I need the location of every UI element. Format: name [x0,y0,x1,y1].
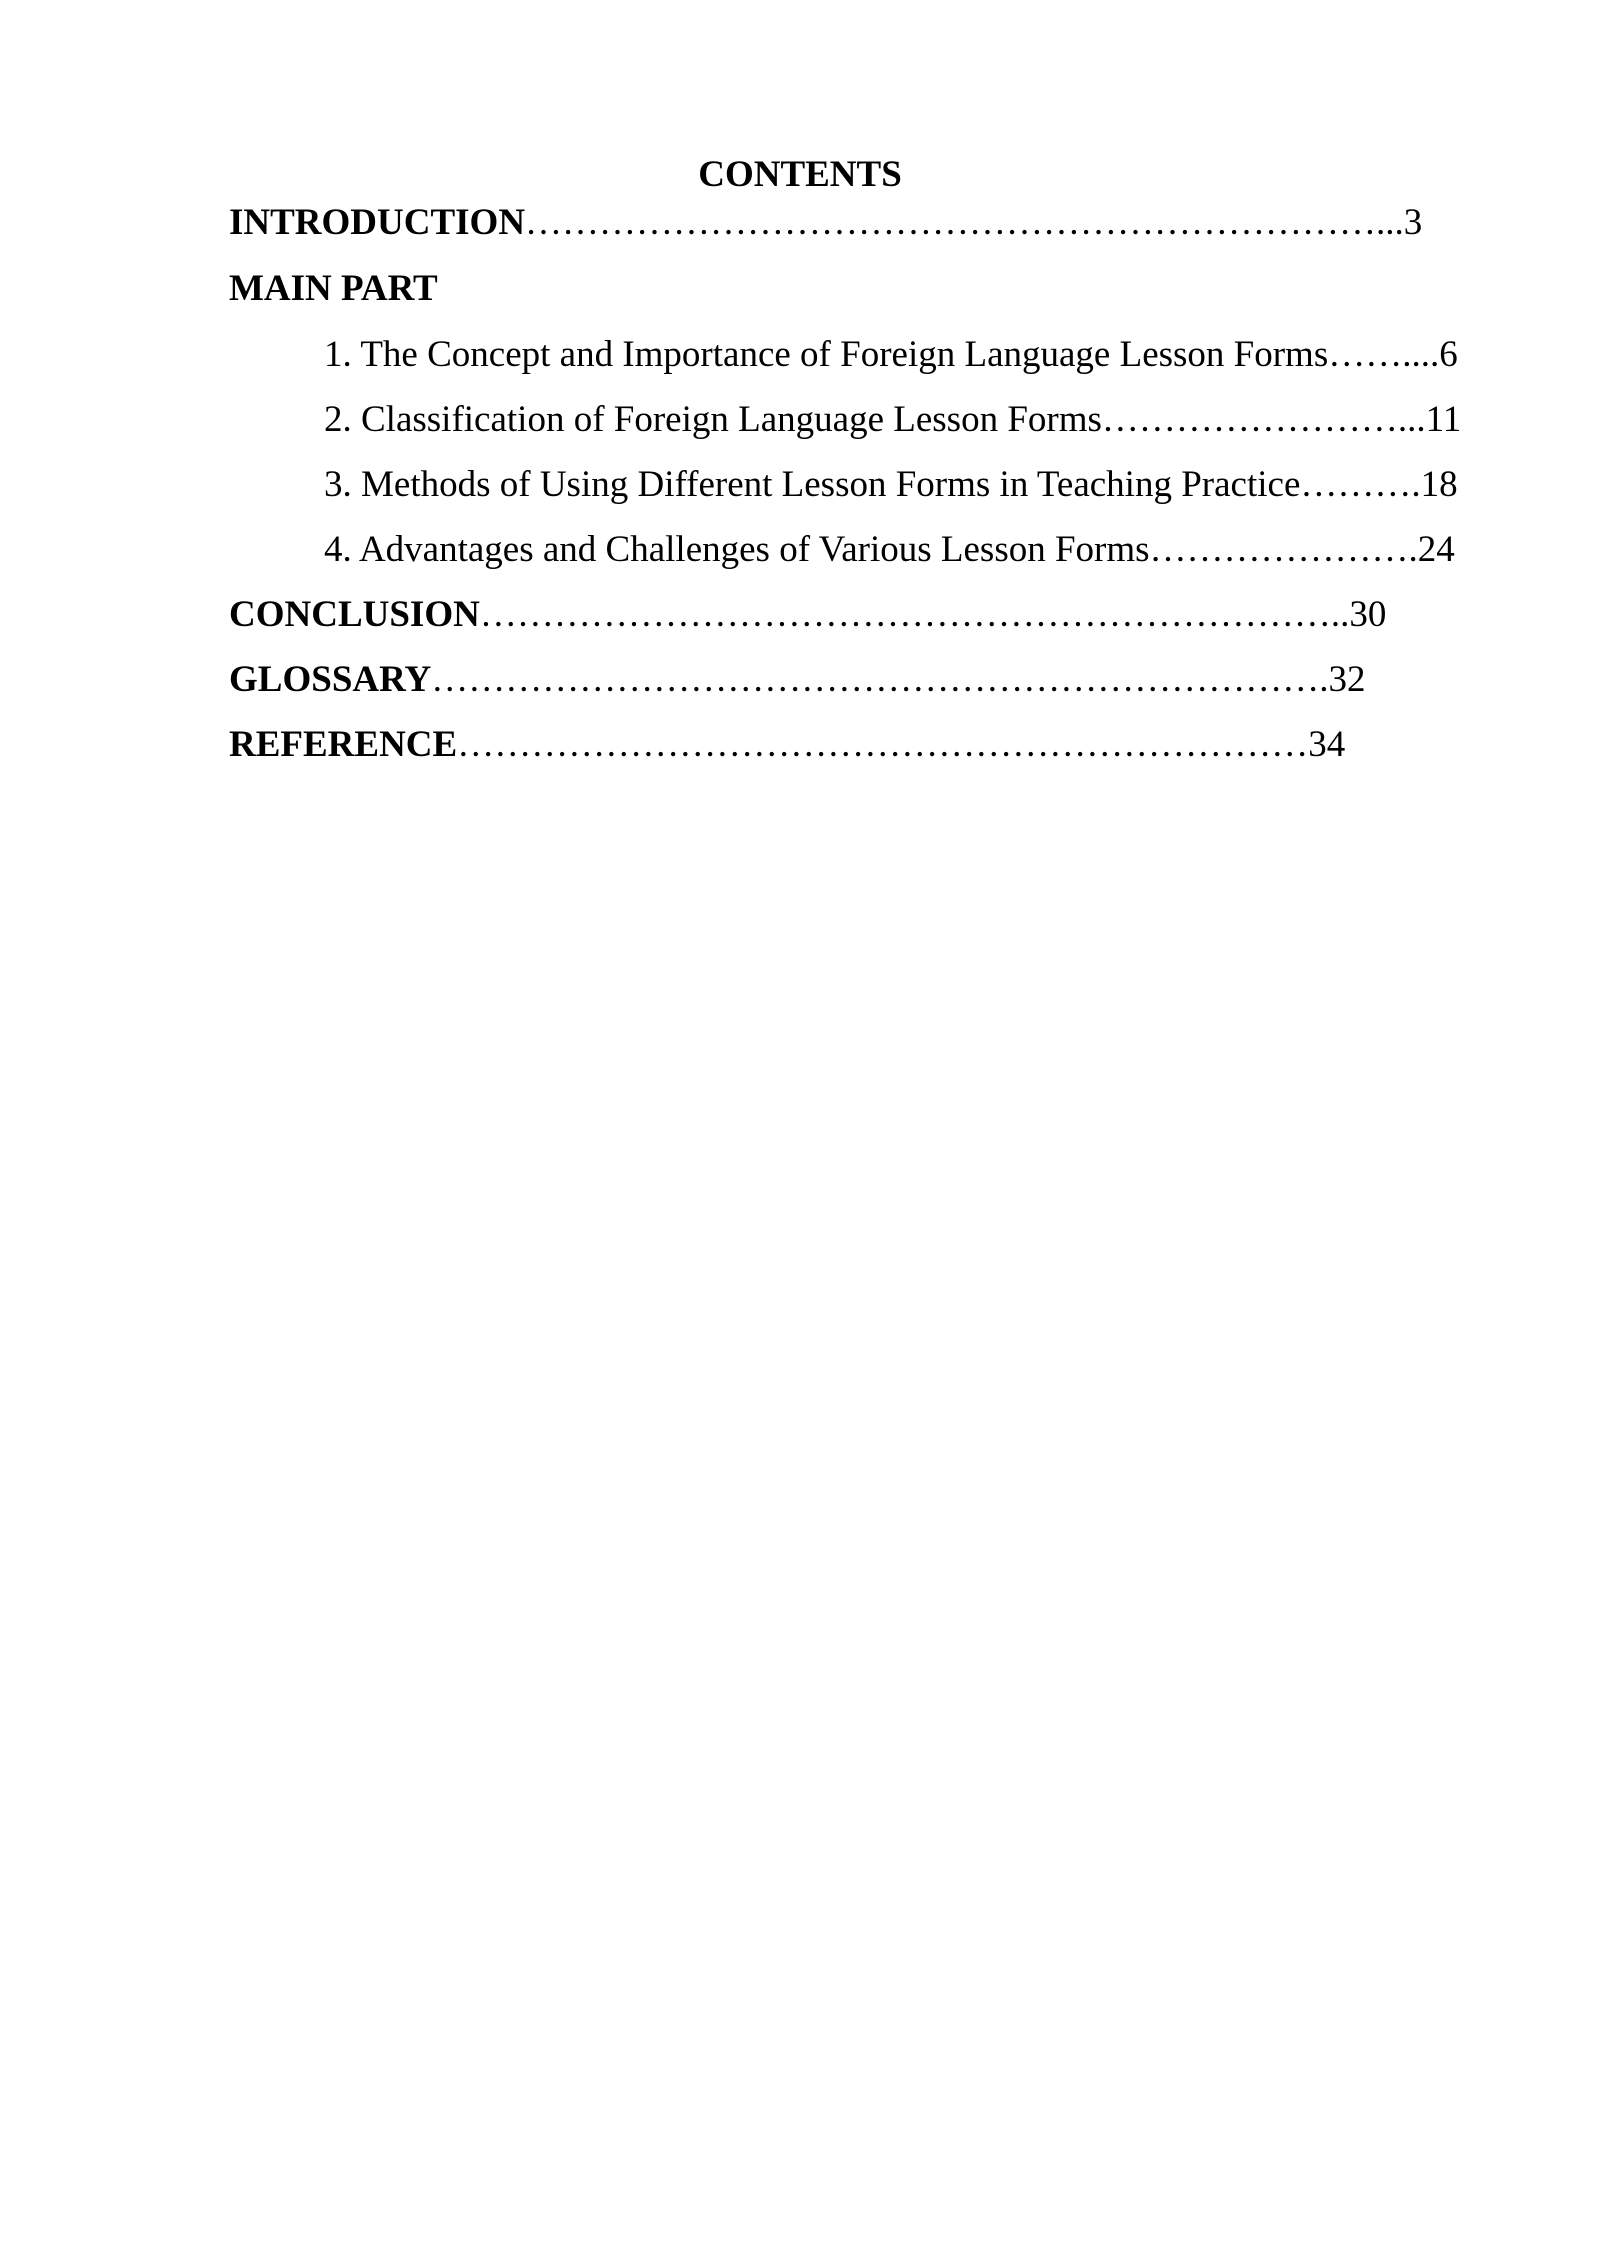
toc-entry-leader-page: ……………………………………………………………...3 [525,202,1423,243]
toc-entry-glossary [229,655,1485,705]
toc-entry-introduction [229,198,1485,248]
toc-entry-leader-page: ……………………………………………………………34 [457,724,1346,765]
toc-entry-label: MAIN PART [229,268,438,309]
toc-entry-item-2: 2. Classification of Foreign Language Lesson Forms……………………...11 [324,399,1462,440]
toc-entry-item-1: 1. The Concept and Importance of Foreign Language Lesson Forms……....6 [324,334,1458,375]
contents-heading: CONTENTS [698,154,902,195]
toc-entry-leader-page: ……………………………………………………………….32 [431,659,1366,700]
toc-entry-label: REFERENCE [229,724,458,765]
toc-entry-leader-page: ……………………………………………………………..30 [479,594,1387,635]
toc-entry-label: INTRODUCTION [229,202,526,243]
toc-entry-label: GLOSSARY [229,659,432,700]
toc-entry-item-4: 4. Advantages and Challenges of Various Lesson Forms………………….24 [324,529,1455,570]
toc-entry-main-part [229,264,1485,314]
toc-entry-label: CONCLUSION [229,594,480,635]
toc-entry-reference [229,720,1485,770]
toc-entry-item-3: 3. Methods of Using Different Lesson Forms in Teaching Practice……….18 [324,464,1458,505]
toc-entry-conclusion [229,590,1485,640]
